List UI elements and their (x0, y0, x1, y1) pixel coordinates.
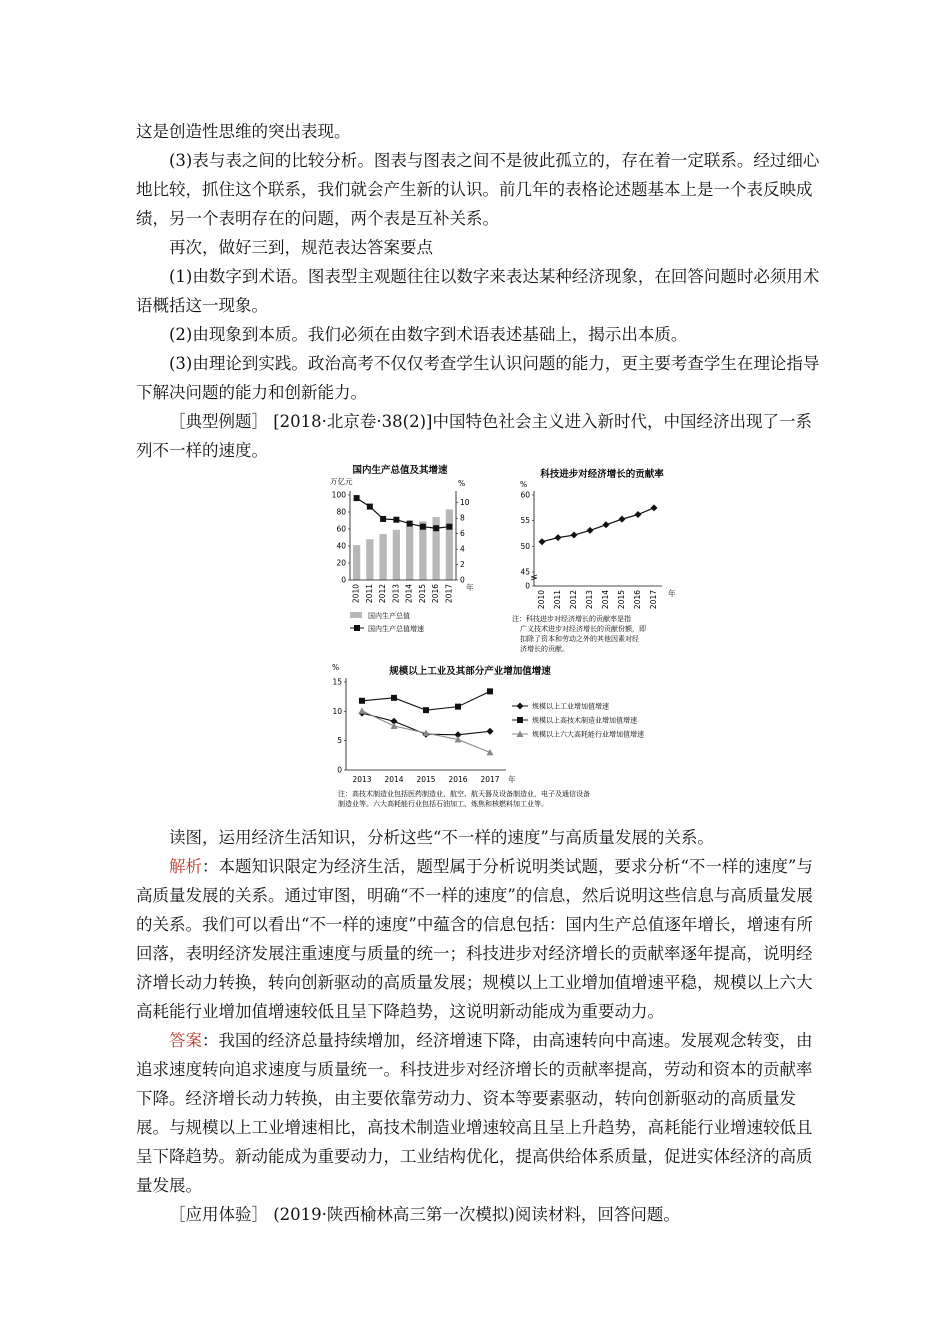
chart-industry-x-tick-label: 2015 (416, 775, 436, 784)
paragraph-question: 读图，运用经济生活知识，分析这些“不一样的速度”与高质量发展的关系。 (169, 828, 714, 847)
chart-gdp-right-unit: % (458, 479, 466, 488)
chart-gdp-x-tick-label: 2014 (404, 584, 414, 604)
chart-industry-y-unit: % (332, 663, 340, 672)
chart-gdp-x-tick-label: 2013 (391, 584, 401, 604)
chart-tech-x-tick-label: 2014 (601, 590, 610, 610)
chart-gdp (330, 464, 474, 633)
chart-gdp-left-tick-label: 20 (336, 558, 346, 568)
chart-tech-x-tick-label: 2012 (569, 590, 578, 610)
paragraph-compare: (3)表与表之间的比较分析。图表与图表之间不是彼此孤立的，存在着一定联系。经过细心地比较，抓住这个联系，我们就会产生新的认识。前几年的表格论述题基本上是一个表反映成绩，另一个表明存在的问题，两个表是互补关系。 (136, 151, 820, 228)
chart-industry-note-1: 注：高技术制造业包括医药制造业，航空、航天器及设备制造业，电子及通信设备 (338, 790, 590, 798)
chart-tech-axis-break (531, 575, 537, 580)
chart-industry-legend-label: 规模以上工业增加值增速 (532, 702, 609, 711)
chart-tech-point (571, 532, 578, 539)
chart-gdp-growth-point (420, 524, 426, 530)
chart-industry-point (359, 698, 365, 704)
chart-tech-x-tick-label: 2011 (553, 590, 562, 610)
chart-tech-point (587, 527, 594, 534)
chart-gdp-bar (419, 521, 426, 580)
chart-tech-point (635, 511, 642, 518)
chart-gdp-x-tick-label: 2016 (431, 584, 441, 604)
chart-gdp-right-tick-label: 8 (460, 513, 465, 523)
chart-industry-note-2: 制造业等。六大高耗能行业包括石油加工、炼焦和核燃料加工业等。 (338, 800, 548, 808)
chart-industry-x-tick-label: 2016 (448, 775, 468, 784)
chart-gdp-bar (353, 545, 360, 580)
chart-gdp-x-tick-label: 2012 (378, 584, 388, 604)
chart-industry-point (359, 707, 366, 714)
chart-gdp-left-tick-label: 0 (341, 575, 346, 585)
chart-gdp-growth-point (407, 521, 413, 527)
chart-tech-point (651, 504, 658, 511)
chart-industry-x-tick-label: 2013 (352, 775, 372, 784)
chart-gdp-growth-point (446, 524, 452, 530)
chart-gdp-growth-point (433, 525, 439, 531)
chart-gdp-left-tick-label: 100 (331, 490, 346, 500)
chart-tech-point (539, 538, 546, 545)
answer-text: ：我国的经济总量持续增加，经济增速下降，由高速转向中高速。发展观念转变，由追求速度转向追求速度与质量统一。科技进步对经济增长的贡献率提高，劳动和资本的贡献率下降。经济增长动力转换，由主要依靠劳动力、资本等要素驱动，转向创新驱动的高质量发展。与规模以上工业增速相比，高技术制造业增速较高且呈上升趋势，高耗能行业增速较低且呈下降趋势。新动能成为重要动力，工业结构优化，提高供给体系质量，促进实体经济的高质量发展。 (136, 1031, 813, 1195)
chart-tech-x-tick-label: 2015 (617, 590, 626, 610)
chart-tech-title: 科技进步对经济增长的贡献率 (540, 469, 664, 480)
chart-tech-x-tick-label: 2013 (585, 590, 594, 610)
chart-gdp-x-tick-label: 2011 (364, 584, 374, 604)
chart-gdp-title: 国内生产总值及其增速 (352, 465, 448, 476)
paragraph-answer (136, 1026, 822, 1200)
answer-label: 答案 (169, 1031, 202, 1050)
chart-gdp-x-unit: 年 (466, 583, 474, 592)
chart-gdp-left-tick-label: 60 (336, 524, 346, 534)
chart-industry-y-tick-label: 10 (332, 706, 342, 716)
paragraph-step-3: (3)由理论到实践。政治高考不仅仅考查学生认识问题的能力，更主要考查学生在理论指导下解决问题的能力和创新能力。 (136, 354, 820, 402)
legend-marker-gdp-growth (354, 625, 360, 631)
chart-gdp-x-tick-label: 2015 (417, 584, 427, 604)
chart-gdp-left-unit: 万亿元 (330, 477, 353, 486)
chart-tech-point (619, 516, 626, 523)
legend-label-gdp-growth: 国内生产总值增速 (368, 625, 424, 633)
analysis-label: 解析 (169, 857, 202, 876)
chart-industry-y-tick-label: 15 (332, 677, 342, 687)
chart-tech-point (603, 521, 610, 528)
chart-industry-growth (332, 663, 644, 808)
chart-industry-y-tick-label: 5 (337, 736, 342, 746)
chart-gdp-right-tick-label: 0 (460, 575, 465, 585)
chart-gdp-right-tick-label: 6 (460, 529, 465, 539)
chart-gdp-right-tick-label: 4 (460, 544, 465, 554)
chart-industry-x-tick-label: 2014 (384, 775, 404, 784)
chart-tech-y-tick-label: 55 (520, 516, 530, 526)
chart-tech-y-tick-label: 0 (525, 581, 530, 591)
chart-industry-y-tick-label: 0 (337, 765, 342, 775)
chart-gdp-x-tick-label: 2017 (444, 584, 454, 604)
chart-industry-legend-marker (517, 703, 524, 710)
paragraph-step-2: (2)由现象到本质。我们必须在由数字到术语表述基础上，揭示出本质。 (169, 325, 688, 344)
legend-label-gdp: 国内生产总值 (368, 612, 410, 620)
chart-tech-note-4: 济增长的贡献。 (520, 645, 569, 653)
chart-gdp-right-tick-label: 10 (460, 498, 470, 508)
paragraph-step-1: (1)由数字到术语。图表型主观题往往以数字来表达某种经济现象，在回答问题时必须用术语概括这一现象。 (136, 267, 820, 315)
chart-tech-contribution (512, 468, 676, 653)
chart-gdp-x-tick-label: 2010 (351, 584, 361, 604)
chart-industry-point (455, 704, 461, 710)
chart-gdp-bar (366, 539, 373, 580)
chart-industry-point (487, 688, 493, 694)
chart-tech-x-tick-label: 2010 (537, 590, 546, 610)
chart-industry-legend-label: 规模以上六大高耗能行业增加值增速 (532, 730, 644, 739)
analysis-text: ：本题知识限定为经济生活，题型属于分析说明类试题，要求分析“不一样的速度”与高质量发展的关系。通过审图，明确“不一样的速度”的信息，然后说明这些信息与高质量发展的关系。我们可以看出“不一样的速度”中蕴含的信息包括：国内生产总值逐年增长，增速有所回落，表明经济发展注重速度与质量的统一；科技进步对经济增长的贡献率逐年提高，说明经济增长动力转换，转向创新驱动的高质量发展；规模以上工业增加值增速平稳，规模以上六大高耗能行业增加值增速较低且呈下降趋势，这说明新动能成为重要动力。 (136, 857, 813, 1021)
chart-tech-note-3: 扣除了资本和劳动之外的其他因素对经 (520, 635, 639, 643)
chart-gdp-right-tick-label: 2 (460, 560, 465, 570)
chart-industry-point (423, 707, 429, 713)
chart-gdp-growth-point (393, 517, 399, 523)
chart-industry-x-tick-label: 2017 (480, 775, 500, 784)
chart-gdp-bar (393, 530, 400, 580)
chart-industry-point (391, 723, 398, 730)
chart-tech-y-tick-label: 45 (520, 567, 530, 577)
chart-industry-legend-marker (517, 717, 523, 723)
chart-industry-point (487, 749, 494, 756)
chart-industry-point (391, 695, 397, 701)
chart-tech-point (555, 534, 562, 541)
chart-gdp-left-tick-label: 40 (336, 541, 346, 551)
legend-swatch-gdp (350, 612, 362, 618)
paragraph-steps-heading: 再次，做好三到，规范表达答案要点 (169, 238, 433, 257)
paragraph-intro: 这是创造性思维的突出表现。 (136, 122, 351, 141)
chart-industry-legend-label: 规模以上高技术制造业增加值增速 (532, 716, 637, 725)
chart-gdp-growth-point (380, 516, 386, 522)
paragraph-analysis (136, 852, 822, 1026)
chart-industry-point (487, 728, 494, 735)
chart-tech-y-tick-label: 60 (520, 490, 530, 500)
chart-tech-note-2: 广义技术进步对经济增长的贡献份额，即 (520, 625, 646, 633)
chart-tech-note-1: 注：科技进步对经济增长的贡献率是指 (512, 615, 631, 623)
chart-industry-x-unit: 年 (508, 775, 516, 784)
chart-gdp-growth-point (354, 495, 360, 501)
figure-charts (320, 460, 680, 812)
paragraph-example: ［典型例题］ [2018·北京卷·38(2)]中国特色社会主义进入新时代，中国经济出现了一系列不一样的速度。 (136, 412, 812, 460)
chart-tech-y-unit: % (520, 480, 528, 489)
chart-gdp-bar (446, 509, 453, 580)
chart-tech-x-tick-label: 2017 (649, 590, 658, 610)
paragraph-practice: ［应用体验］ (2019·陕西榆林高三第一次模拟)阅读材料，回答问题。 (169, 1205, 680, 1224)
chart-industry-title: 规模以上工业及其部分产业增加值增速 (389, 666, 551, 677)
chart-gdp-bar (406, 526, 413, 580)
chart-tech-x-tick-label: 2016 (633, 590, 642, 610)
chart-gdp-bar (379, 534, 386, 580)
chart-tech-y-tick-label: 50 (520, 541, 530, 551)
chart-gdp-left-tick-label: 80 (336, 507, 346, 517)
chart-gdp-growth-point (367, 504, 373, 510)
chart-tech-x-unit: 年 (668, 589, 676, 598)
